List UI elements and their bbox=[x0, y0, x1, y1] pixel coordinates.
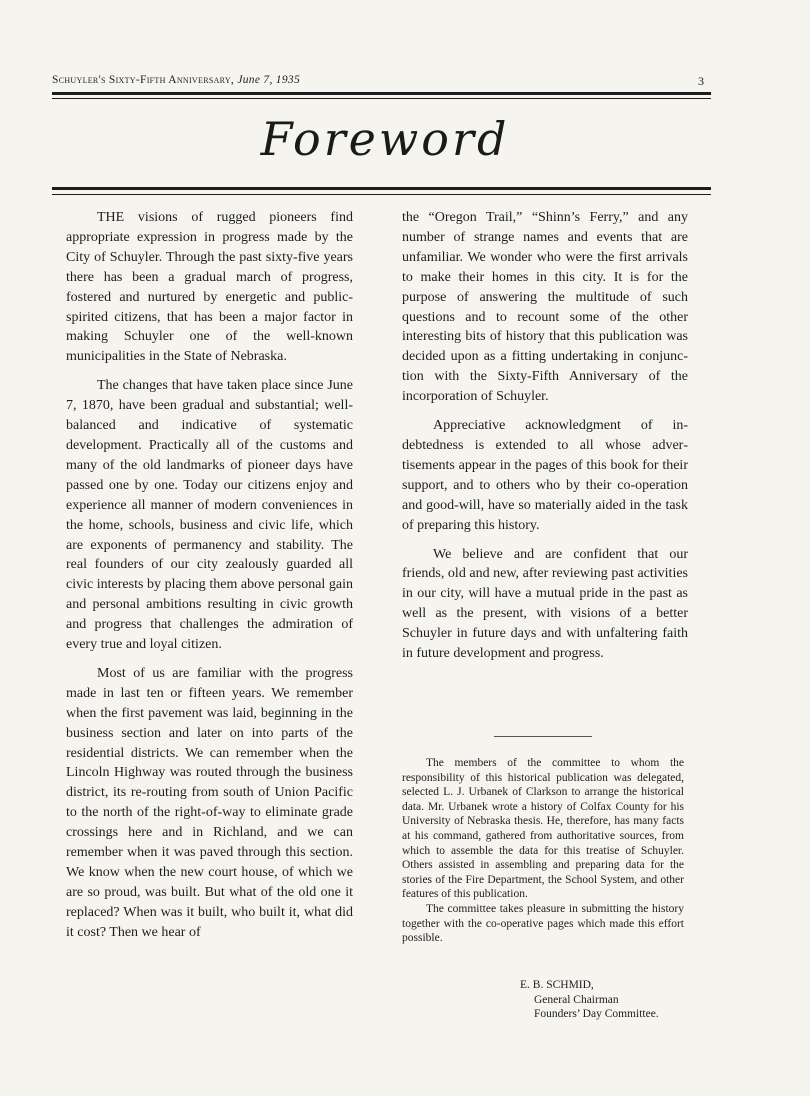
paragraph: THE visions of rugged pioneers find appropriate expression in progress made by the City of Schuyler. Through the past sixty-five years there has been a gradual march of progress, fostered and nurtured by energetic and public-spirited citizens, that has been a major factor in making Schuyler one of the well-known municipalities in the State of Nebraska. bbox=[66, 210, 353, 365]
signature-committee: Founders’ Day Committee. bbox=[534, 1008, 659, 1021]
page-number: 3 bbox=[698, 74, 704, 88]
section-divider bbox=[494, 736, 592, 737]
left-column bbox=[66, 208, 353, 952]
title-rule bbox=[52, 187, 711, 195]
note-paragraph: The committee takes pleasure in submitting the history together with the co-operative pages which made this effort possible. bbox=[402, 902, 684, 945]
note-paragraph: The members of the committee to whom the responsibility of this historical publication was delegated, selected L. J. Urbanek of Clarkson to arrange the historical data. Mr. Urbanek wrote a history of Colfax County for his University of Nebraska thesis. He, therefore, has many facts at his command, gathered from authoritative sources, from which to assemble the data for this treatise of Schuyler. Others assisted in assembling and preparing data for the stories of the Fire Department, the School System, and other features of this publication. bbox=[402, 757, 684, 901]
paragraph: Appreciative acknowledgment of indebtedness is extended to all whose advertisements appear in the pages of this book for their support, and to others who by their co-operation and good-will, have so materially aided in the task of preparing this history. bbox=[402, 418, 688, 533]
signature-block bbox=[402, 978, 692, 1022]
signature-name: E. B. SCHMID, bbox=[520, 979, 594, 991]
publication-title: Schuyler's Sixty-Fifth Anniversary, bbox=[52, 74, 235, 86]
paragraph: We believe and are confident that our friends, old and new, after reviewing past activities in our city, will have a mutual pride in the past as well as the present, with visions of a better Schuyler in future days and with unfaltering faith in future development and progress. bbox=[402, 546, 688, 662]
paragraph: the “Oregon Trail,” “Shinn’s Ferry,” and any number of strange names and events that are unfamiliar. We wonder who were the first arrivals to make their homes in this city. It is for the purpose of answering the multitude of such questions and to recount some of the other interesting bits of history that this publication was decided upon as a fitting undertaking in conjunction with the Sixty-Fifth Anniversary of the incorporation of Schuyler. bbox=[402, 210, 688, 405]
publication-date: June 7, 1935 bbox=[237, 74, 300, 86]
paragraph: Most of us are familiar with the progress made in last ten or fifteen years. We remember when the first pavement was laid, beginning in the business section and later on into parts of the residential districts. We can remember when the Lincoln Highway was routed through the business district, its re-routing from south of Union Pacific to the north of the right-of-way to eliminate grade crossings here and in Richland, and we can remember when it was paved through this section. We know when the new court house, of which we are so proud, was built. But what of the old one it replaced? When was it built, who built it, what did it cost? Then we hear of bbox=[66, 665, 353, 940]
running-head bbox=[52, 74, 712, 86]
signature-role: General Chairman bbox=[534, 993, 619, 1006]
header-rule bbox=[52, 92, 711, 99]
committee-note bbox=[402, 756, 684, 946]
paragraph: The changes that have taken place since June 7, 1870, have been gradual and substantial; well-balanced and indicative of systematic development. Practically all of the customs and many of the old landmarks of pioneer days have passed one by one. Today our citizens enjoy and experience all manner of modern conveniences in the home, schools, business and civic life, which are exponents of permanency and stability. The real founders of our city zealously guarded all civic interests by placing them above personal gain and personal ambitions resulting in civic growth and progress that challenges the admiration of every true and loyal citizen. bbox=[66, 378, 353, 653]
right-column bbox=[402, 208, 688, 673]
page-title: Foreword bbox=[260, 112, 510, 166]
